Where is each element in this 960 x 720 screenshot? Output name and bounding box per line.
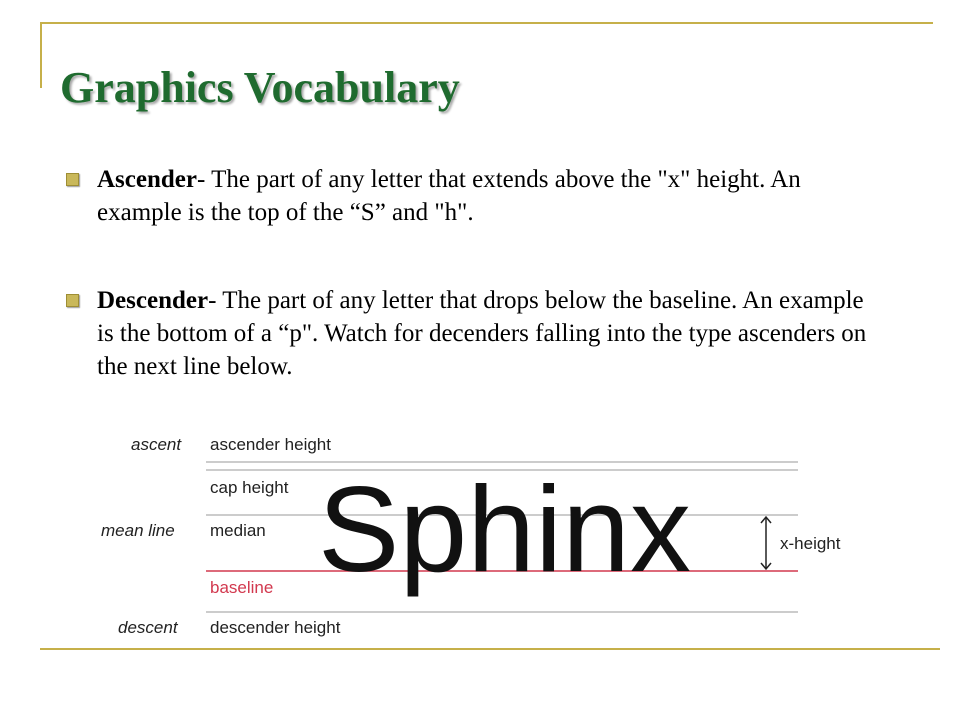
label-mean-line: mean line [101,521,175,540]
label-baseline: baseline [210,578,274,597]
typography-diagram [96,425,896,640]
label-ascender-height: ascender height [210,435,331,454]
definition-descender: - The part of any letter that drops below the baseline. An example is the bottom of a “p". Watch for decenders falling into the type ascenders on the next line below. [97,287,867,380]
square-bullet-icon [66,173,79,186]
label-x-height: x-height [780,534,841,553]
bullet-descender [60,284,880,383]
definition-ascender: - The part of any letter that extends above the "x" height. An example is the top of the “S” and "h". [97,166,801,226]
label-descender-height: descender height [210,618,341,637]
label-cap-height: cap height [210,478,289,497]
label-ascent: ascent [131,435,182,454]
term-ascender: Ascender [97,166,197,193]
sample-word: Sphinx [318,461,692,597]
frame-bottom-line [40,648,940,650]
typography-diagram-svg [96,425,896,640]
bullet-list [60,163,880,438]
slide-title: Graphics Vocabulary [60,63,460,112]
frame-left-line [40,22,42,88]
label-descent: descent [118,618,178,637]
bullet-ascender [60,163,880,229]
label-median: median [210,521,266,540]
square-bullet-icon [66,294,79,307]
frame-top-line [40,22,933,24]
term-descender: Descender [97,287,209,314]
